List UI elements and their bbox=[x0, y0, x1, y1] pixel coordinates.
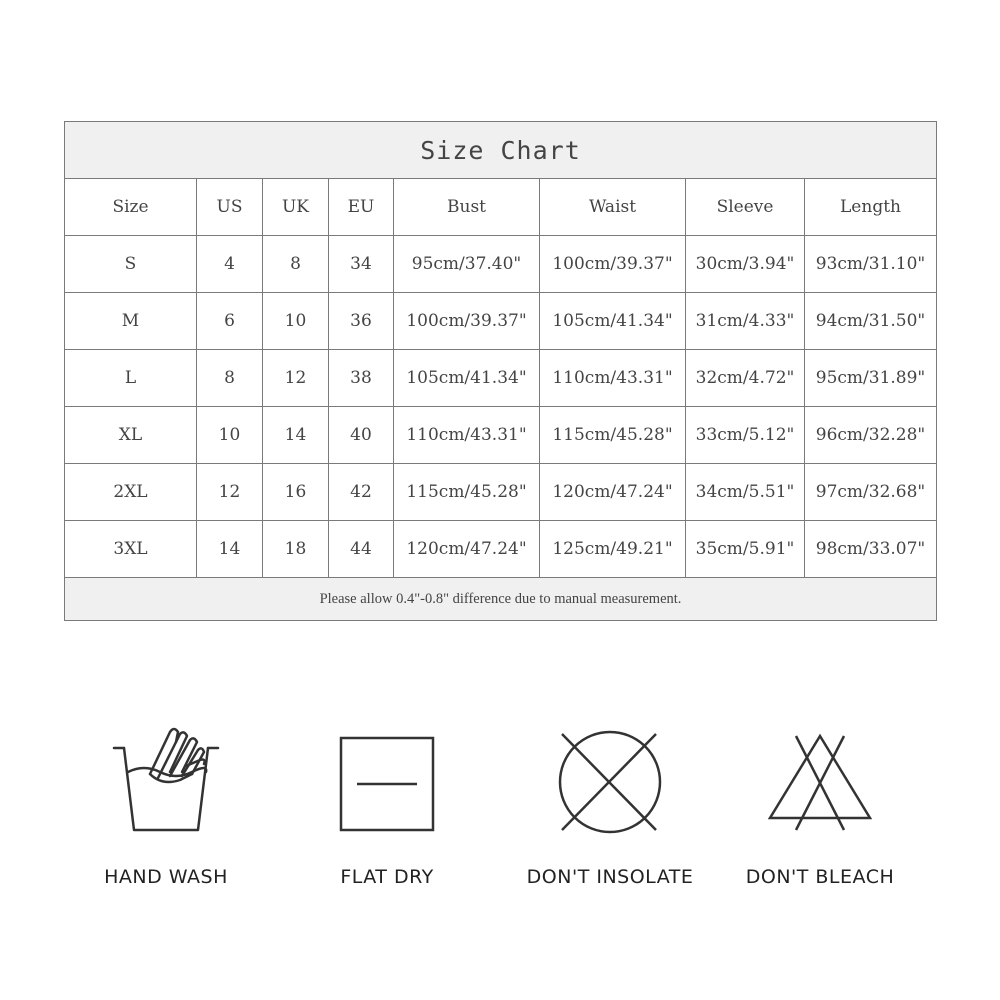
table-row bbox=[65, 350, 937, 407]
table-cell: 98cm/33.07" bbox=[805, 521, 937, 578]
care-label: HAND WASH bbox=[104, 866, 228, 888]
table-cell: M bbox=[65, 293, 197, 350]
table-cell: 30cm/3.94" bbox=[686, 236, 805, 293]
table-cell: 34 bbox=[329, 236, 394, 293]
table-row bbox=[65, 236, 937, 293]
column-header: US bbox=[197, 179, 263, 236]
table-cell: 10 bbox=[197, 407, 263, 464]
table-cell: 16 bbox=[263, 464, 329, 521]
column-header: Length bbox=[805, 179, 937, 236]
table-cell: 3XL bbox=[65, 521, 197, 578]
table-cell: 44 bbox=[329, 521, 394, 578]
table-cell: 4 bbox=[197, 236, 263, 293]
table-cell: 8 bbox=[263, 236, 329, 293]
table-row bbox=[65, 521, 937, 578]
table-cell: L bbox=[65, 350, 197, 407]
care-label: DON'T BLEACH bbox=[745, 866, 895, 888]
table-cell: 2XL bbox=[65, 464, 197, 521]
table-cell: 125cm/49.21" bbox=[540, 521, 686, 578]
table-cell: 14 bbox=[197, 521, 263, 578]
table-cell: 115cm/45.28" bbox=[394, 464, 540, 521]
care-label: FLAT DRY bbox=[340, 866, 434, 888]
table-cell: 100cm/39.37" bbox=[394, 293, 540, 350]
table-cell: 6 bbox=[197, 293, 263, 350]
column-header: Bust bbox=[394, 179, 540, 236]
table-row bbox=[65, 407, 937, 464]
table-cell: 93cm/31.10" bbox=[805, 236, 937, 293]
table-row bbox=[65, 293, 937, 350]
table-cell: S bbox=[65, 236, 197, 293]
table-cell: 32cm/4.72" bbox=[686, 350, 805, 407]
care-item-hand-wash bbox=[66, 720, 266, 888]
table-cell: 97cm/32.68" bbox=[805, 464, 937, 521]
care-item-dont-insolate bbox=[510, 720, 710, 888]
dont-bleach-icon bbox=[720, 720, 920, 840]
size-chart bbox=[64, 121, 936, 621]
measurement-note: Please allow 0.4"-0.8" difference due to manual measurement. bbox=[65, 578, 937, 621]
table-cell: 34cm/5.51" bbox=[686, 464, 805, 521]
care-instructions bbox=[0, 720, 1000, 920]
table-cell: 115cm/45.28" bbox=[540, 407, 686, 464]
table-cell: 95cm/31.89" bbox=[805, 350, 937, 407]
table-cell: 36 bbox=[329, 293, 394, 350]
care-label: DON'T INSOLATE bbox=[526, 866, 694, 888]
table-cell: 18 bbox=[263, 521, 329, 578]
table-cell: 120cm/47.24" bbox=[394, 521, 540, 578]
table-cell: 120cm/47.24" bbox=[540, 464, 686, 521]
column-header: Sleeve bbox=[686, 179, 805, 236]
table-cell: 100cm/39.37" bbox=[540, 236, 686, 293]
care-item-flat-dry bbox=[287, 720, 487, 888]
table-cell: 12 bbox=[197, 464, 263, 521]
size-chart-title: Size Chart bbox=[65, 122, 937, 179]
column-header: EU bbox=[329, 179, 394, 236]
size-chart-table bbox=[64, 121, 937, 621]
table-cell: 31cm/4.33" bbox=[686, 293, 805, 350]
column-header: Waist bbox=[540, 179, 686, 236]
dont-insolate-icon bbox=[510, 720, 710, 840]
table-cell: 105cm/41.34" bbox=[540, 293, 686, 350]
table-cell: 96cm/32.28" bbox=[805, 407, 937, 464]
table-cell: 10 bbox=[263, 293, 329, 350]
care-item-dont-bleach bbox=[720, 720, 920, 888]
column-header: Size bbox=[65, 179, 197, 236]
table-cell: 110cm/43.31" bbox=[394, 407, 540, 464]
table-cell: 33cm/5.12" bbox=[686, 407, 805, 464]
table-cell: 40 bbox=[329, 407, 394, 464]
table-cell: 14 bbox=[263, 407, 329, 464]
table-cell: 8 bbox=[197, 350, 263, 407]
table-cell: 95cm/37.40" bbox=[394, 236, 540, 293]
table-cell: 12 bbox=[263, 350, 329, 407]
column-header: UK bbox=[263, 179, 329, 236]
table-cell: 42 bbox=[329, 464, 394, 521]
table-cell: 105cm/41.34" bbox=[394, 350, 540, 407]
table-cell: 38 bbox=[329, 350, 394, 407]
table-cell: XL bbox=[65, 407, 197, 464]
table-header-row bbox=[65, 179, 937, 236]
flat-dry-icon bbox=[287, 720, 487, 840]
table-row bbox=[65, 464, 937, 521]
table-cell: 110cm/43.31" bbox=[540, 350, 686, 407]
hand-wash-icon bbox=[66, 720, 266, 840]
table-cell: 94cm/31.50" bbox=[805, 293, 937, 350]
table-cell: 35cm/5.91" bbox=[686, 521, 805, 578]
